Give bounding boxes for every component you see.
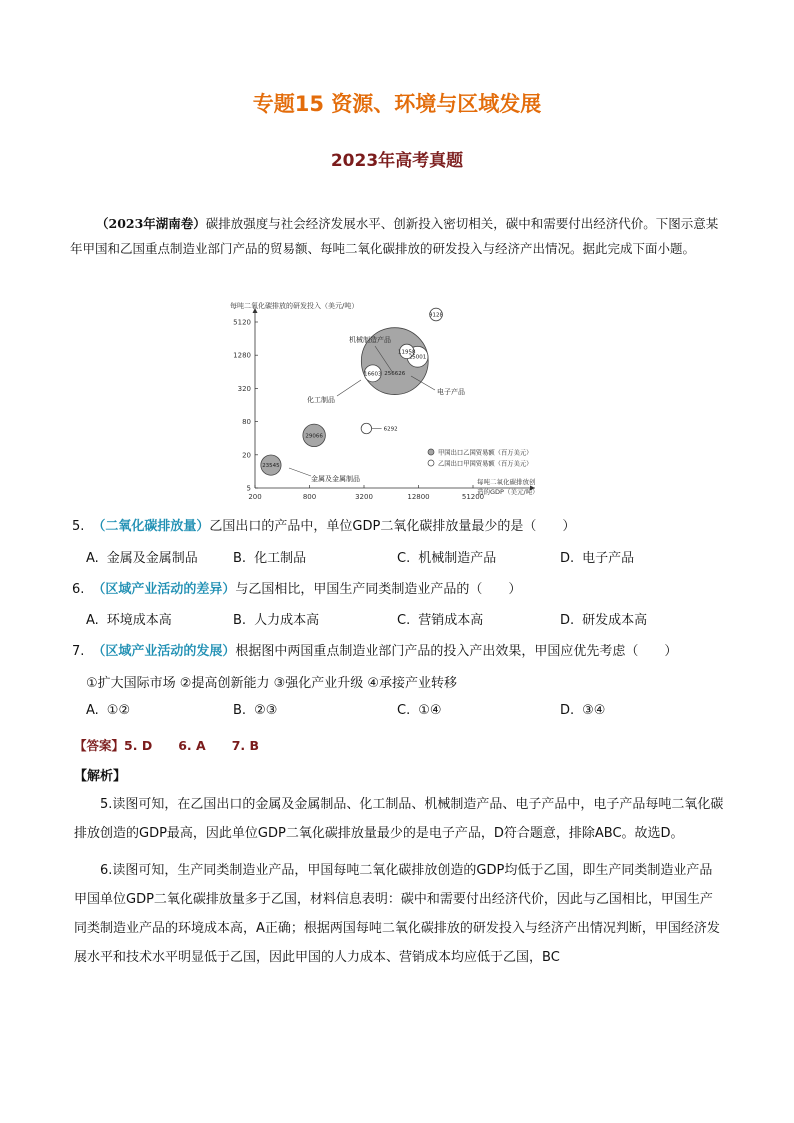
question-7 — [72, 640, 677, 659]
page-title: 专题15 资源、环境与区域发展 — [252, 92, 542, 116]
legend-swatch — [428, 449, 434, 455]
y-tick-label: 1280 — [233, 351, 251, 360]
option-6d[interactable] — [560, 609, 647, 628]
option-7a[interactable] — [86, 703, 130, 718]
option-5c[interactable] — [397, 547, 496, 566]
option-key: D. — [560, 613, 575, 628]
option-6b[interactable] — [233, 609, 319, 628]
question-number: 5. — [72, 519, 85, 534]
option-key: C. — [397, 613, 411, 628]
y-tick-label: 320 — [237, 384, 251, 393]
bubble-value-label: 11958 — [398, 349, 416, 356]
option-text: 化工制品 — [254, 551, 307, 566]
option-key: B. — [233, 703, 247, 718]
question-tag: （二氧化碳排放量） — [92, 519, 210, 534]
option-key: B. — [233, 613, 247, 628]
bubble-value-label: 25001 — [408, 354, 427, 361]
y-axis-label: 每吨二氧化碳排放的研发投入（美元/吨） — [230, 302, 359, 310]
x-tick-label: 800 — [302, 493, 317, 501]
x-axis-label-line2: 造的GDP（美元/吨） — [477, 488, 539, 496]
annotation-label: 金属及金属制品 — [311, 475, 360, 483]
option-6a[interactable] — [86, 609, 172, 628]
bubble-chart — [225, 298, 585, 508]
bubble-value-label: 9128 — [429, 312, 444, 319]
option-7d[interactable] — [560, 703, 605, 718]
page-subtitle: 2023年高考真题 — [330, 151, 464, 171]
analysis-label: 【解析】 — [74, 769, 127, 784]
option-text: 营销成本高 — [418, 613, 484, 628]
annotation-label: 化工制品 — [307, 396, 335, 404]
option-key: B. — [233, 551, 247, 566]
question-tag: （区域产业活动的差异） — [92, 582, 236, 597]
x-tick-label: 200 — [248, 493, 262, 501]
question-tag: （区域产业活动的发展） — [92, 644, 236, 659]
question-text: 乙国出口的产品中，单位GDP二氧化碳排放量最少的是（ ） — [209, 519, 576, 534]
option-text: ①④ — [418, 703, 442, 718]
option-text: ③④ — [582, 703, 606, 718]
legend-label: 乙国出口甲国贸易额（百万美元） — [438, 460, 533, 468]
option-text: 研发成本高 — [582, 613, 648, 628]
option-key: D. — [560, 551, 575, 566]
legend-swatch — [428, 460, 434, 466]
option-key: C. — [397, 551, 411, 566]
bubble-value-label: 6292 — [383, 426, 398, 433]
annotation-leader — [289, 468, 311, 476]
option-key: A. — [86, 613, 99, 628]
intro-text: 碳排放强度与社会经济发展水平、创新投入密切相关，碳中和需要付出经济代价。下图示意某年甲国和乙国重点制造业部门产品的贸易额、每吨二氧化碳排放的研发投入与经济产出情况。据此完成下面小题。 — [70, 216, 719, 256]
bubble-value-label: 29066 — [305, 433, 323, 440]
question-text: 与乙国相比，甲国生产同类制造业产品的（ ） — [235, 582, 522, 597]
bubble-value-label: 23545 — [262, 463, 280, 470]
option-text: 机械制造产品 — [418, 551, 497, 566]
bubble-value-label: 256626 — [384, 371, 406, 378]
annotation-leader — [337, 380, 361, 396]
analysis-paragraph-6: 6.读图可知，生产同类制造业产品，甲国每吨二氧化碳排放创造的GDP均低于乙国，即生产同类制造业产品甲国单位GDP二氧化碳排放量多于乙国，材料信息表明：碳中和需要付出经济代价，因此与乙国相比，甲国生产同类制造业产品的环境成本高，A正确；根据两国每吨二氧化碳排放的研发投入与经济产出情况判断，甲国经济发展水平和技术水平明显低于乙国，因此甲国的人力成本、营销成本均应低于乙国，BC — [74, 863, 720, 965]
y-tick-label: 5 — [246, 484, 251, 493]
legend-label: 甲国出口乙国贸易额（百万美元） — [438, 449, 533, 457]
option-7b[interactable] — [233, 703, 277, 718]
question-number: 7. — [72, 644, 85, 659]
question-7-statements: ①扩大国际市场 ②提高创新能力 ③强化产业升级 ④承接产业转移 — [86, 676, 458, 691]
answer-item: 6. A — [178, 738, 206, 753]
option-key: A. — [86, 551, 99, 566]
option-text: 电子产品 — [582, 551, 635, 566]
x-axis-label-line1: 每吨二氧化碳排放创 — [477, 478, 536, 486]
bubble — [361, 423, 371, 433]
x-tick-label: 3200 — [355, 493, 373, 501]
question-number: 6. — [72, 582, 85, 597]
option-5b[interactable] — [233, 547, 306, 566]
x-tick-label: 51200 — [461, 493, 485, 501]
bubble-value-label: 16603 — [364, 371, 382, 378]
option-7c[interactable] — [397, 703, 442, 718]
option-6c[interactable] — [397, 609, 483, 628]
option-5a[interactable] — [86, 547, 198, 566]
analysis-paragraph-5: 5.读图可知，在乙国出口的金属及金属制品、化工制品、机械制造产品、电子产品中，电子产品每吨二氧化碳排放创造的GDP最高，因此单位GDP二氧化碳排放量最少的是电子产品，D符合题意，排除ABC。故选D。 — [74, 797, 724, 841]
annotation-label: 机械制造产品 — [349, 336, 391, 344]
answer-item: 7. B — [231, 738, 260, 753]
answer-label: 【答案】 — [74, 738, 125, 753]
option-text: ①② — [106, 703, 131, 718]
annotation-label: 电子产品 — [437, 388, 465, 396]
answer-block — [74, 736, 259, 754]
y-tick-label: 80 — [242, 418, 251, 427]
intro-paragraph — [70, 211, 730, 261]
option-key: C. — [397, 703, 411, 718]
option-text: ②③ — [254, 703, 278, 718]
question-6 — [72, 578, 521, 597]
option-key: D. — [560, 703, 575, 718]
question-text: 根据图中两国重点制造业部门产品的投入产出效果，甲国应优先考虑（ ） — [235, 644, 678, 659]
option-text: 金属及金属制品 — [106, 551, 198, 566]
option-key: A. — [86, 703, 99, 718]
answer-item: 5. D — [124, 738, 153, 753]
option-5d[interactable] — [560, 547, 634, 566]
y-tick-label: 5120 — [233, 318, 251, 327]
y-tick-label: 20 — [242, 451, 251, 460]
option-text: 环境成本高 — [106, 613, 172, 628]
x-tick-label: 12800 — [407, 493, 430, 501]
option-text: 人力成本高 — [254, 613, 320, 628]
question-5 — [72, 515, 575, 534]
intro-source: （2023年湖南卷） — [96, 216, 206, 231]
